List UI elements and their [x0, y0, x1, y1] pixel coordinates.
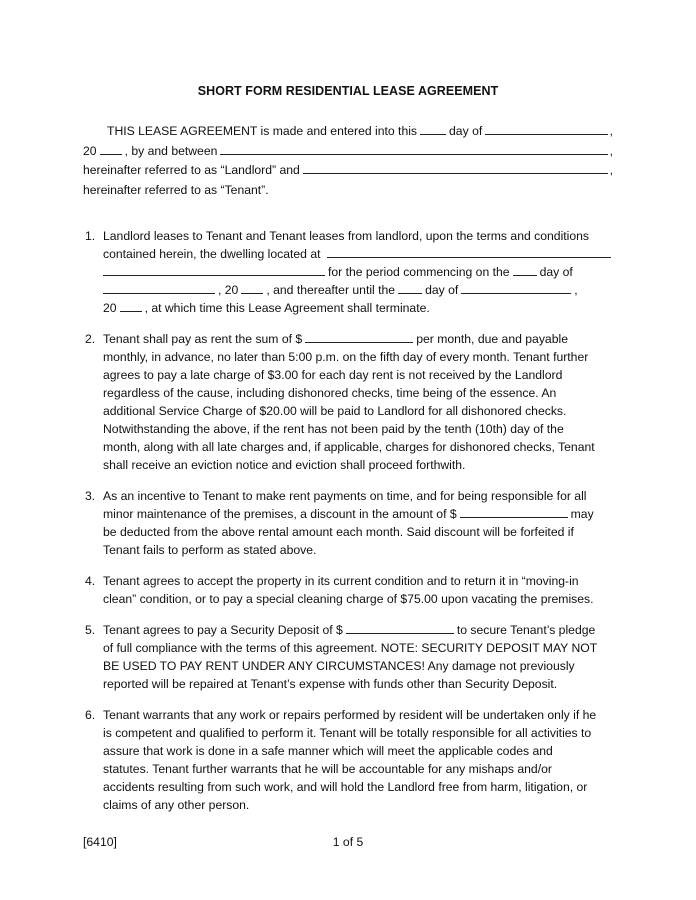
item-line	[103, 505, 613, 523]
item-text: , 20	[218, 283, 239, 297]
list-item	[83, 487, 613, 559]
item-text: Tenant shall pay as rent the sum of $	[103, 332, 303, 346]
intro-line-4	[83, 181, 613, 201]
item-line: Notwithstanding the above, if the rent has not been paid by the tenth (10th) day of the	[103, 422, 564, 436]
item-text: for the period commencing on the	[328, 265, 510, 279]
day-blank[interactable]	[420, 124, 446, 135]
item-text: Tenant agrees to pay a Security Deposit of $	[103, 623, 343, 637]
end-day-blank[interactable]	[398, 283, 422, 294]
rent-amount-blank[interactable]	[305, 332, 413, 343]
item-line: claims of any other person.	[103, 798, 250, 812]
item-line: of full compliance with the terms of this agreement. NOTE: SECURITY DEPOSIT MAY NOT	[103, 641, 598, 655]
document-title: SHORT FORM RESIDENTIAL LEASE AGREEMENT	[197, 84, 499, 98]
item-text: , at which time this Lease Agreement shall terminate.	[144, 301, 430, 315]
item-line: agrees to pay a late charge of $3.00 for each day rent is not received by the Landlord	[103, 368, 563, 382]
item-text: day of	[425, 283, 459, 297]
intro-line-2	[83, 142, 613, 162]
item-line	[103, 299, 613, 317]
form-id: [6410]	[83, 835, 117, 849]
list-item	[83, 706, 613, 814]
item-line: assure that work is done in a safe manner which will meet the applicable codes and	[103, 744, 553, 758]
item-number: 3.	[85, 489, 96, 503]
list-item	[83, 330, 613, 474]
intro-text: hereinafter referred to as “Landlord” and	[83, 163, 300, 177]
item-line: is competent and qualified to perform it. Tenant will be totally responsible for all activities to	[103, 726, 592, 740]
start-month-blank[interactable]	[103, 283, 215, 294]
intro-line-1	[83, 122, 613, 142]
item-text: per month, due and payable	[416, 332, 568, 346]
end-year-blank[interactable]	[120, 301, 142, 312]
item-text: may	[570, 507, 594, 521]
item-line: Tenant fails to perform as stated above.	[103, 543, 317, 557]
item-line	[103, 621, 613, 639]
item-text: contained herein, the dwelling located at	[103, 247, 321, 261]
party-blank[interactable]	[220, 144, 607, 155]
end-month-blank[interactable]	[461, 283, 571, 294]
item-line: BE USED TO PAY RENT UNDER ANY CIRCUMSTANCES! Any damage not previously	[103, 659, 575, 673]
page-number: 1 of 5	[332, 835, 364, 849]
list-item	[83, 621, 613, 693]
item-line: accidents resulting from such work, and will hold the Landlord free from harm, litigation, or	[103, 780, 588, 794]
intro-text: THIS LEASE AGREEMENT is made and entered into this	[107, 124, 418, 138]
item-line: Tenant warrants that any work or repairs performed by resident will be undertaken only if he	[103, 708, 597, 722]
item-line: additional Service Charge of $20.00 will be paid to Landlord for all dishonored checks.	[103, 404, 567, 418]
start-year-blank[interactable]	[241, 283, 263, 294]
year-blank[interactable]	[100, 144, 122, 155]
intro-text: , by and between	[124, 143, 218, 158]
item-text: day of	[539, 265, 573, 279]
address-blank-2[interactable]	[103, 265, 325, 276]
item-number: 4.	[85, 574, 96, 588]
intro-text: ,	[609, 163, 613, 177]
intro-line-3	[83, 161, 613, 181]
intro-text: day of	[449, 124, 483, 138]
item-line: reported will be repaired at Tenant’s expense with funds other than Security Deposit.	[103, 677, 558, 691]
list-item	[83, 572, 613, 608]
item-line: clean” condition, or to pay a special cleaning charge of $75.00 upon vacating the premises.	[103, 592, 594, 606]
item-line: month, along with all late charges and, if applicable, charges for dishonored checks, Tenant	[103, 440, 595, 454]
deposit-amount-blank[interactable]	[346, 623, 454, 634]
item-line: be deducted from the above rental amount each month. Said discount will be forfeited if	[103, 525, 574, 539]
item-line: regardless of the cause, including dishonored checks, time being of the essence. An	[103, 386, 557, 400]
intro-text: ,	[609, 143, 613, 158]
item-line	[103, 245, 613, 263]
intro-text: ,	[609, 124, 613, 138]
tenant-name-blank[interactable]	[303, 163, 608, 174]
item-line: Tenant agrees to accept the property in its current condition and to return it in “moving-in	[103, 574, 579, 588]
item-line	[103, 281, 613, 299]
discount-amount-blank[interactable]	[460, 507, 568, 518]
item-line	[103, 263, 613, 281]
item-line	[103, 330, 613, 348]
item-line: As an incentive to Tenant to make rent payments on time, and for being responsible for all	[103, 489, 587, 503]
item-line: Landlord leases to Tenant and Tenant leases from landlord, upon the terms and conditions	[103, 229, 590, 243]
month-blank[interactable]	[485, 124, 607, 135]
item-number: 5.	[85, 623, 96, 637]
item-text: ,	[574, 283, 578, 297]
intro-paragraph	[83, 122, 613, 200]
start-day-blank[interactable]	[513, 265, 537, 276]
item-line: monthly, in advance, no later than 5:00 p.m. on the fifth day of every month. Tenant further	[103, 350, 589, 364]
item-number: 2.	[85, 332, 96, 346]
item-text: minor maintenance of the premises, a discount in the amount of $	[103, 507, 457, 521]
item-text: , and thereafter until the	[266, 283, 396, 297]
intro-text: hereinafter referred to as “Tenant”.	[83, 182, 269, 197]
item-text: to secure Tenant’s pledge	[456, 623, 596, 637]
intro-text: 20	[83, 143, 97, 158]
list-item	[83, 227, 613, 317]
item-text: 20	[103, 301, 117, 315]
item-number: 1.	[85, 229, 96, 243]
terms-list	[83, 227, 613, 814]
item-line: shall receive an eviction notice and eviction shall proceed forthwith.	[103, 458, 466, 472]
item-number: 6.	[85, 708, 96, 722]
item-line: statutes. Tenant further warrants that he will be accountable for any mishaps and/or	[103, 762, 552, 776]
address-blank[interactable]	[327, 247, 612, 258]
